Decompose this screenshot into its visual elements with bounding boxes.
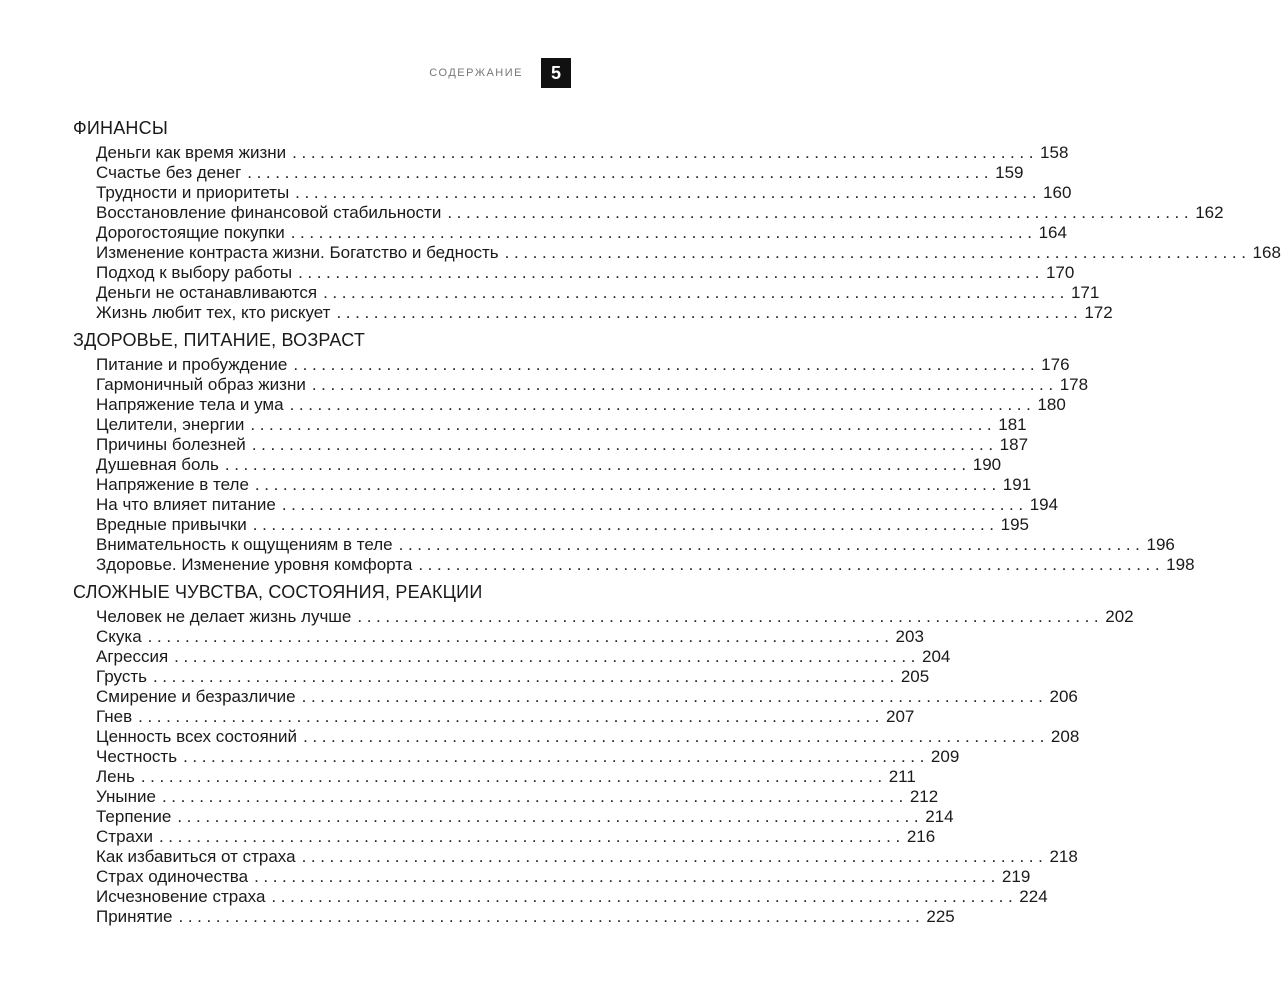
entry-page-number: 208 xyxy=(1050,727,1080,746)
entry-page-number: 204 xyxy=(922,647,951,666)
dot-leader: ................................................................................ xyxy=(336,303,1083,322)
entry-page-number: 180 xyxy=(1037,395,1066,414)
entry-page-number: 187 xyxy=(999,435,1029,454)
dot-leader: ................................................................................ xyxy=(301,847,1048,866)
entry-title: Скука xyxy=(96,627,142,646)
entry-title: На что влияет питание xyxy=(96,495,276,514)
toc-entry[interactable] xyxy=(96,455,1002,475)
dot-leader: ................................................................................ xyxy=(289,395,1036,414)
entry-page-number: 170 xyxy=(1045,263,1075,282)
entry-title: Изменение контраста жизни. Богатство и бедность xyxy=(96,243,499,262)
dot-leader: ................................................................................ xyxy=(147,627,894,646)
dot-leader: ................................................................................ xyxy=(254,475,1001,494)
dot-leader: ................................................................................ xyxy=(504,243,1251,262)
entry-page-number: 176 xyxy=(1041,355,1070,374)
dot-leader: ................................................................................ xyxy=(398,535,1145,554)
entry-title: Гнев xyxy=(96,707,133,726)
entry-title: Целители, энергии xyxy=(96,415,245,434)
entry-title: Лень xyxy=(96,767,135,786)
dot-leader: ................................................................................ xyxy=(138,707,884,726)
toc-entry[interactable] xyxy=(96,607,1134,627)
entry-title: Жизнь любит тех, кто рискует xyxy=(96,303,331,322)
section-title: ФИНАНСЫ xyxy=(73,118,168,138)
entry-title: Страхи xyxy=(96,827,153,846)
dot-leader: ................................................................................ xyxy=(311,375,1058,394)
dot-leader: ................................................................................ xyxy=(290,223,1037,242)
entry-page-number: 158 xyxy=(1040,143,1069,162)
entry-title: Агрессия xyxy=(96,647,169,666)
entry-page-number: 216 xyxy=(906,827,936,846)
entry-page-number: 168 xyxy=(1252,243,1281,262)
entry-title: Страх одиночества xyxy=(96,867,249,886)
dot-leader: ................................................................................ xyxy=(281,495,1028,514)
toc-entry[interactable] xyxy=(96,163,1024,183)
entry-title: Подход к выбору работы xyxy=(96,263,293,282)
dot-leader: ................................................................................ xyxy=(178,907,925,926)
entry-page-number: 205 xyxy=(900,667,930,686)
dot-leader: ................................................................................ xyxy=(301,687,1048,706)
entry-title: Вредные привычки xyxy=(96,515,247,534)
entry-page-number: 225 xyxy=(926,907,955,926)
entry-page-number: 209 xyxy=(930,747,960,766)
dot-leader: ................................................................................ xyxy=(357,607,1104,626)
dot-leader: ................................................................................ xyxy=(183,747,929,766)
entry-title: Человек не делает жизнь лучше xyxy=(96,607,352,626)
entry-title: Терпение xyxy=(96,807,172,826)
entry-page-number: 164 xyxy=(1038,223,1067,242)
entry-title: Как избавиться от страха xyxy=(96,847,296,866)
toc-entry[interactable] xyxy=(96,807,954,827)
dot-leader: ................................................................................ xyxy=(140,767,887,786)
page-number-badge: 5 xyxy=(541,58,571,88)
entry-page-number: 181 xyxy=(998,415,1027,434)
entry-list xyxy=(73,143,1281,323)
entry-title: Грусть xyxy=(96,667,147,686)
toc-entry[interactable] xyxy=(96,223,1067,243)
running-header xyxy=(429,58,571,88)
entry-page-number: 190 xyxy=(972,455,1002,474)
toc-entry[interactable] xyxy=(96,827,936,847)
entry-title: Душевная боль xyxy=(96,455,219,474)
toc-entry[interactable] xyxy=(96,627,924,647)
entry-page-number: 195 xyxy=(1000,515,1030,534)
entry-title: Восстановление финансовой стабильности xyxy=(96,203,442,222)
entry-page-number: 203 xyxy=(895,627,924,646)
dot-leader: ................................................................................ xyxy=(323,283,1069,302)
entry-title: Деньги не останавливаются xyxy=(96,283,318,302)
entry-page-number: 198 xyxy=(1166,555,1195,574)
entry-list xyxy=(73,607,1134,927)
dot-leader: ................................................................................ xyxy=(247,163,994,182)
entry-page-number: 219 xyxy=(1001,867,1031,886)
toc-entry[interactable] xyxy=(96,767,916,787)
dot-leader: ................................................................................ xyxy=(447,203,1194,222)
entry-title: Трудности и приоритеты xyxy=(96,183,290,202)
toc-entry[interactable] xyxy=(96,283,1100,303)
toc-section xyxy=(73,579,1134,927)
toc-entry[interactable] xyxy=(96,203,1224,223)
entry-title: Напряжение в теле xyxy=(96,475,249,494)
entry-title: Принятие xyxy=(96,907,173,926)
dot-leader: ................................................................................ xyxy=(303,727,1049,746)
toc-entry[interactable] xyxy=(96,263,1075,283)
toc-entry[interactable] xyxy=(96,707,915,727)
dot-leader: ................................................................................ xyxy=(293,355,1040,374)
toc-entry[interactable] xyxy=(96,907,955,927)
toc-entry[interactable] xyxy=(96,647,951,667)
dot-leader: ................................................................................ xyxy=(295,183,1042,202)
toc-entry[interactable] xyxy=(96,747,960,767)
entry-page-number: 211 xyxy=(888,767,916,786)
dot-leader: ................................................................................ xyxy=(158,827,905,846)
entry-page-number: 194 xyxy=(1029,495,1059,514)
dot-leader: ................................................................................ xyxy=(177,807,924,826)
toc-entry[interactable] xyxy=(96,887,1048,907)
entry-page-number: 178 xyxy=(1059,375,1089,394)
entry-page-number: 212 xyxy=(909,787,939,806)
entry-title: Питание и пробуждение xyxy=(96,355,288,374)
entry-list xyxy=(73,355,1195,575)
entry-page-number: 206 xyxy=(1049,687,1078,706)
entry-page-number: 207 xyxy=(885,707,915,726)
dot-leader: ................................................................................ xyxy=(152,667,899,686)
toc-entry[interactable] xyxy=(96,375,1089,395)
toc-entry[interactable] xyxy=(96,435,1029,455)
toc-entry[interactable] xyxy=(96,303,1113,323)
dot-leader: ................................................................................ xyxy=(224,455,971,474)
toc-entry[interactable] xyxy=(96,867,1031,887)
entry-page-number: 214 xyxy=(925,807,954,826)
toc-entry[interactable] xyxy=(96,183,1072,203)
entry-page-number: 162 xyxy=(1195,203,1224,222)
toc-entry[interactable] xyxy=(96,415,1027,435)
toc-entry[interactable] xyxy=(96,355,1070,375)
entry-title: Внимательность к ощущениям в теле xyxy=(96,535,393,554)
entry-page-number: 218 xyxy=(1049,847,1078,866)
dot-leader: ................................................................................ xyxy=(251,435,998,454)
running-title: СОДЕРЖАНИЕ xyxy=(429,67,523,79)
entry-title: Здоровье. Изменение уровня комфорта xyxy=(96,555,413,574)
entry-page-number: 191 xyxy=(1002,475,1032,494)
entry-title: Исчезновение страха xyxy=(96,887,266,906)
toc-entry[interactable] xyxy=(96,143,1069,163)
entry-page-number: 172 xyxy=(1084,303,1113,322)
toc-section xyxy=(73,115,1281,323)
toc-entry[interactable] xyxy=(96,847,1078,867)
entry-page-number: 196 xyxy=(1146,535,1175,554)
entry-title: Счастье без денег xyxy=(96,163,242,182)
section-title: ЗДОРОВЬЕ, ПИТАНИЕ, ВОЗРАСТ xyxy=(73,330,366,350)
entry-page-number: 160 xyxy=(1043,183,1072,202)
entry-title: Напряжение тела и ума xyxy=(96,395,284,414)
dot-leader: ................................................................................ xyxy=(250,415,997,434)
entry-title: Дорогостоящие покупки xyxy=(96,223,285,242)
toc-entry[interactable] xyxy=(96,535,1175,555)
toc-entry[interactable] xyxy=(96,395,1066,415)
entry-page-number: 159 xyxy=(995,163,1024,182)
entry-title: Уныние xyxy=(96,787,156,806)
toc-section xyxy=(73,327,1195,575)
entry-title: Причины болезней xyxy=(96,435,246,454)
dot-leader: ................................................................................ xyxy=(254,867,1000,886)
entry-page-number: 202 xyxy=(1105,607,1134,626)
dot-leader: ................................................................................ xyxy=(161,787,908,806)
toc-entry[interactable] xyxy=(96,515,1030,535)
toc-entry[interactable] xyxy=(96,727,1080,747)
section-title: СЛОЖНЫЕ ЧУВСТВА, СОСТОЯНИЯ, РЕАКЦИИ xyxy=(73,582,483,602)
toc-entry[interactable] xyxy=(96,475,1032,495)
entry-title: Честность xyxy=(96,747,178,766)
entry-page-number: 171 xyxy=(1070,283,1100,302)
table-of-contents xyxy=(73,115,1281,931)
entry-page-number: 224 xyxy=(1019,887,1048,906)
dot-leader: ................................................................................ xyxy=(298,263,1044,282)
dot-leader: ................................................................................ xyxy=(174,647,921,666)
entry-title: Деньги как время жизни xyxy=(96,143,287,162)
dot-leader: ................................................................................ xyxy=(271,887,1018,906)
toc-entry[interactable] xyxy=(96,243,1281,263)
toc-entry[interactable] xyxy=(96,787,939,807)
toc-entry[interactable] xyxy=(96,667,930,687)
dot-leader: ................................................................................ xyxy=(418,555,1165,574)
toc-entry[interactable] xyxy=(96,555,1195,575)
toc-entry[interactable] xyxy=(96,687,1078,707)
dot-leader: ................................................................................ xyxy=(292,143,1039,162)
dot-leader: ................................................................................ xyxy=(252,515,999,534)
entry-title: Гармоничный образ жизни xyxy=(96,375,306,394)
entry-title: Смирение и безразличие xyxy=(96,687,296,706)
entry-title: Ценность всех состояний xyxy=(96,727,298,746)
toc-entry[interactable] xyxy=(96,495,1059,515)
